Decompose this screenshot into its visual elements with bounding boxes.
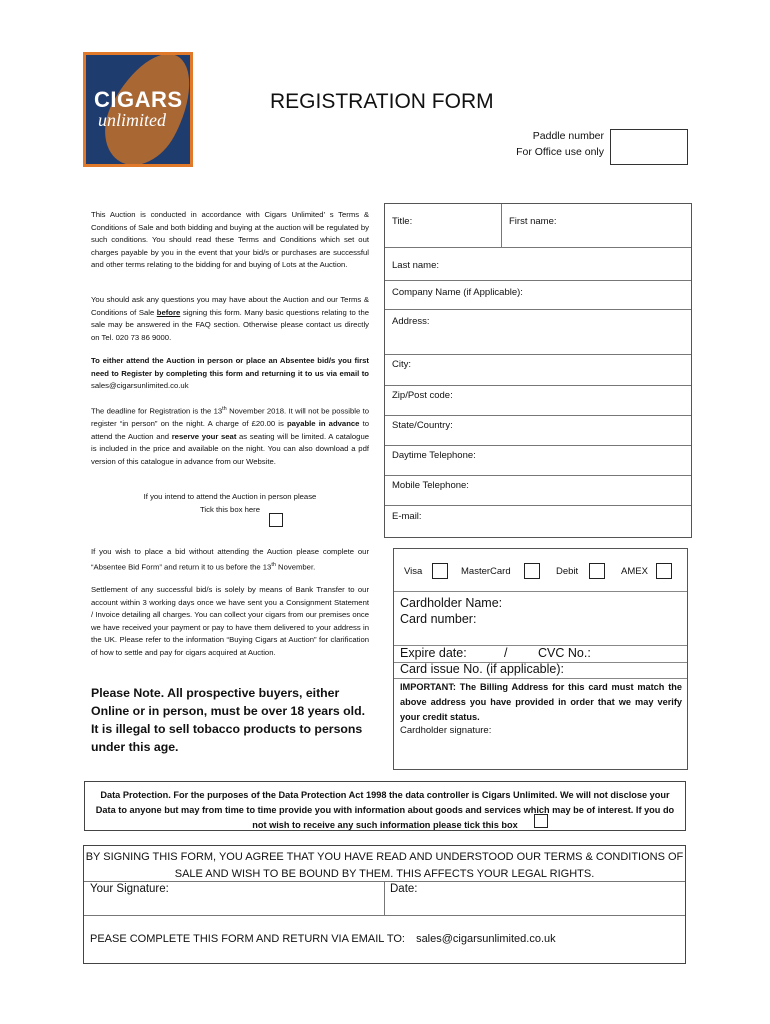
marketing-opt-out-checkbox[interactable] <box>534 814 548 828</box>
office-use-text: For Office use only <box>516 146 604 158</box>
expiry-row[interactable] <box>394 646 687 663</box>
logo-line1: CIGARS <box>94 87 183 112</box>
intro-terms-paragraph: This Auction is conducted in accordance with Cigars Unlimited’ s Terms & Conditions of Sale and both bidding and buying at the auction will be regulated by such conditions. You should read these Terms and Conditions which set out charges payable by you in the event that your bid/s or purchases are successful and other terms relating to the bidding for and buying of Lots at the Auction. <box>91 210 369 270</box>
deadline-text-c: to attend the Auction and <box>91 419 369 441</box>
date-label: Date: <box>390 883 418 895</box>
name-row <box>385 204 691 248</box>
company-field[interactable] <box>385 281 691 310</box>
cardholder-signature-field[interactable] <box>394 719 687 768</box>
card-type-row <box>394 549 687 592</box>
email-label: E-mail: <box>392 511 422 522</box>
amex-checkbox[interactable] <box>656 563 672 579</box>
agreement-text: BY SIGNING THIS FORM, YOU AGREE THAT YOU HAVE READ AND UNDERSTOOD OUR TERMS & CONDITIONS OF SALE AND WISH TO BE BOUND BY THEM. THIS AFFECTS YOUR LEGAL RIGHTS. <box>85 851 684 880</box>
questions-text-b: signing this form. Many basic questions relating to the sale may be answered in the FAQ section. Otherwise please contact us directly on Tel. 020 73 86 9000. <box>91 307 369 342</box>
personal-details-form <box>384 203 692 538</box>
daytime-telephone-field[interactable] <box>385 446 691 476</box>
expire-date-label: Expire date: <box>400 646 467 660</box>
payable-emphasis: payable in advance <box>286 419 360 429</box>
city-label: City: <box>392 359 411 370</box>
office-use-label <box>516 128 604 160</box>
mobile-telephone-label: Mobile Telephone: <box>392 480 469 491</box>
cigars-unlimited-logo <box>83 52 193 167</box>
paddle-number-label: Paddle number <box>532 130 604 142</box>
email-field[interactable] <box>385 506 691 537</box>
daytime-telephone-label: Daytime Telephone: <box>392 450 476 461</box>
visa-label: Visa <box>404 566 423 577</box>
amex-label: AMEX <box>621 566 648 577</box>
logo-line2: unlimited <box>98 110 166 130</box>
expiry-separator: / <box>504 646 508 660</box>
attend-tick-prompt <box>91 490 369 516</box>
attend-in-person-checkbox[interactable] <box>269 513 283 527</box>
company-label: Company Name (if Applicable): <box>392 287 523 298</box>
last-name-field[interactable] <box>385 248 691 281</box>
cardholder-signature-label: Cardholder signature: <box>400 725 492 736</box>
intro-deadline-paragraph <box>91 403 369 469</box>
questions-text-a: You should ask any questions you may have about the Auction and our Terms & Conditions of Sale <box>91 295 369 317</box>
return-email[interactable]: sales@cigarsunlimited.co.uk <box>416 933 556 945</box>
zip-field[interactable] <box>385 386 691 416</box>
register-instructions: To either attend the Auction in person or place an Absentee bid/s you first need to Register by completing this form and returning it to us via email to <box>91 356 369 378</box>
first-name-field[interactable] <box>502 204 691 248</box>
absentee-paragraph <box>91 546 369 574</box>
first-name-label: First name: <box>509 216 557 227</box>
paddle-number-box <box>610 129 688 165</box>
card-issue-label: Card issue No. (if applicable): <box>400 662 564 676</box>
deadline-text-b: November 2018. It will not be possible to register “in person” on the night. A charge of £20.00 is <box>91 406 369 429</box>
intro-register-paragraph <box>91 355 369 393</box>
your-signature-label: Your Signature: <box>90 883 169 895</box>
return-instructions <box>90 933 556 945</box>
before-emphasis: before <box>156 307 181 317</box>
deadline-sup: th <box>222 406 227 412</box>
data-protection-box <box>84 781 686 831</box>
card-number-label: Card number: <box>400 612 477 626</box>
intro-questions-paragraph <box>91 294 369 344</box>
last-name-label: Last name: <box>392 260 439 271</box>
city-field[interactable] <box>385 355 691 386</box>
deadline-text-d: as seating will be limited. A catalogue is included in the price and available on the night. You can also download a pdf version of this catalogue in advance from our Website. <box>91 431 369 466</box>
mastercard-checkbox[interactable] <box>524 563 540 579</box>
signing-box <box>83 845 686 964</box>
absentee-text-b: November. <box>275 562 316 572</box>
state-field[interactable] <box>385 416 691 446</box>
issue-row[interactable] <box>394 663 687 679</box>
zip-label: Zip/Post code: <box>392 390 453 401</box>
address-label: Address: <box>392 316 430 327</box>
register-email[interactable]: sales@cigarsunlimited.co.uk <box>91 381 189 391</box>
cvc-label: CVC No.: <box>538 646 591 660</box>
payment-details-box <box>393 548 688 770</box>
absentee-sup: th <box>271 561 276 568</box>
billing-important-note: IMPORTANT: The Billing Address for this card must match the above address you have provided in order that we may verify your credit status. <box>400 682 682 722</box>
cardholder-row[interactable] <box>394 592 687 646</box>
title-label: Title: <box>392 216 413 227</box>
attend-tick-line2: Tick this box here <box>200 505 260 514</box>
your-signature-field[interactable] <box>84 882 384 915</box>
settlement-paragraph: Settlement of any successful bid/s is solely by means of Bank Transfer to our account within 3 working days once we have sent you a Consignment Statement / Invoice detailing all charges. You can collect your cigars from our premises once we have received your payment or pay to have them delivered to your address in the UK. Please refer to the information “Buying Cigars at Auction” for clarification of how to settle and pay for cigars acquired at Auction. <box>91 585 369 657</box>
reserve-emphasis: reserve your seat <box>171 431 237 441</box>
mobile-telephone-field[interactable] <box>385 476 691 506</box>
title-field[interactable] <box>385 204 502 248</box>
state-label: State/Country: <box>392 420 453 431</box>
data-protection-text: Data Protection. For the purposes of the Data Protection Act 1998 the data controller is Cigars Unlimited. We will not disclose your Data to anyone but may from time to time provide you with information about goods and services which may be of interest. If you do not wish to receive any such information please tick this box <box>95 790 675 830</box>
address-field[interactable] <box>385 310 691 355</box>
return-divider <box>84 915 685 916</box>
page-title: REGISTRATION FORM <box>270 90 494 113</box>
deadline-text-a: The deadline for Registration is the 13 <box>91 406 223 416</box>
age-note: Please Note. All prospective buyers, either Online or in person, must be over 18 years old. It is illegal to sell tobacco products to persons under this age. <box>91 686 366 754</box>
attend-tick-line1: If you intend to attend the Auction in person please <box>143 492 317 501</box>
return-label: PEASE COMPLETE THIS FORM AND RETURN VIA EMAIL TO: <box>90 933 405 945</box>
date-field[interactable] <box>385 882 685 915</box>
debit-checkbox[interactable] <box>589 563 605 579</box>
mastercard-label: MasterCard <box>461 566 511 577</box>
absentee-text-a: If you wish to place a bid without attending the Auction please complete our “Absentee Bid Form” and return it to us before the 13 <box>91 547 369 572</box>
cardholder-name-label: Cardholder Name: <box>400 596 503 610</box>
debit-label: Debit <box>556 566 579 577</box>
visa-checkbox[interactable] <box>432 563 448 579</box>
